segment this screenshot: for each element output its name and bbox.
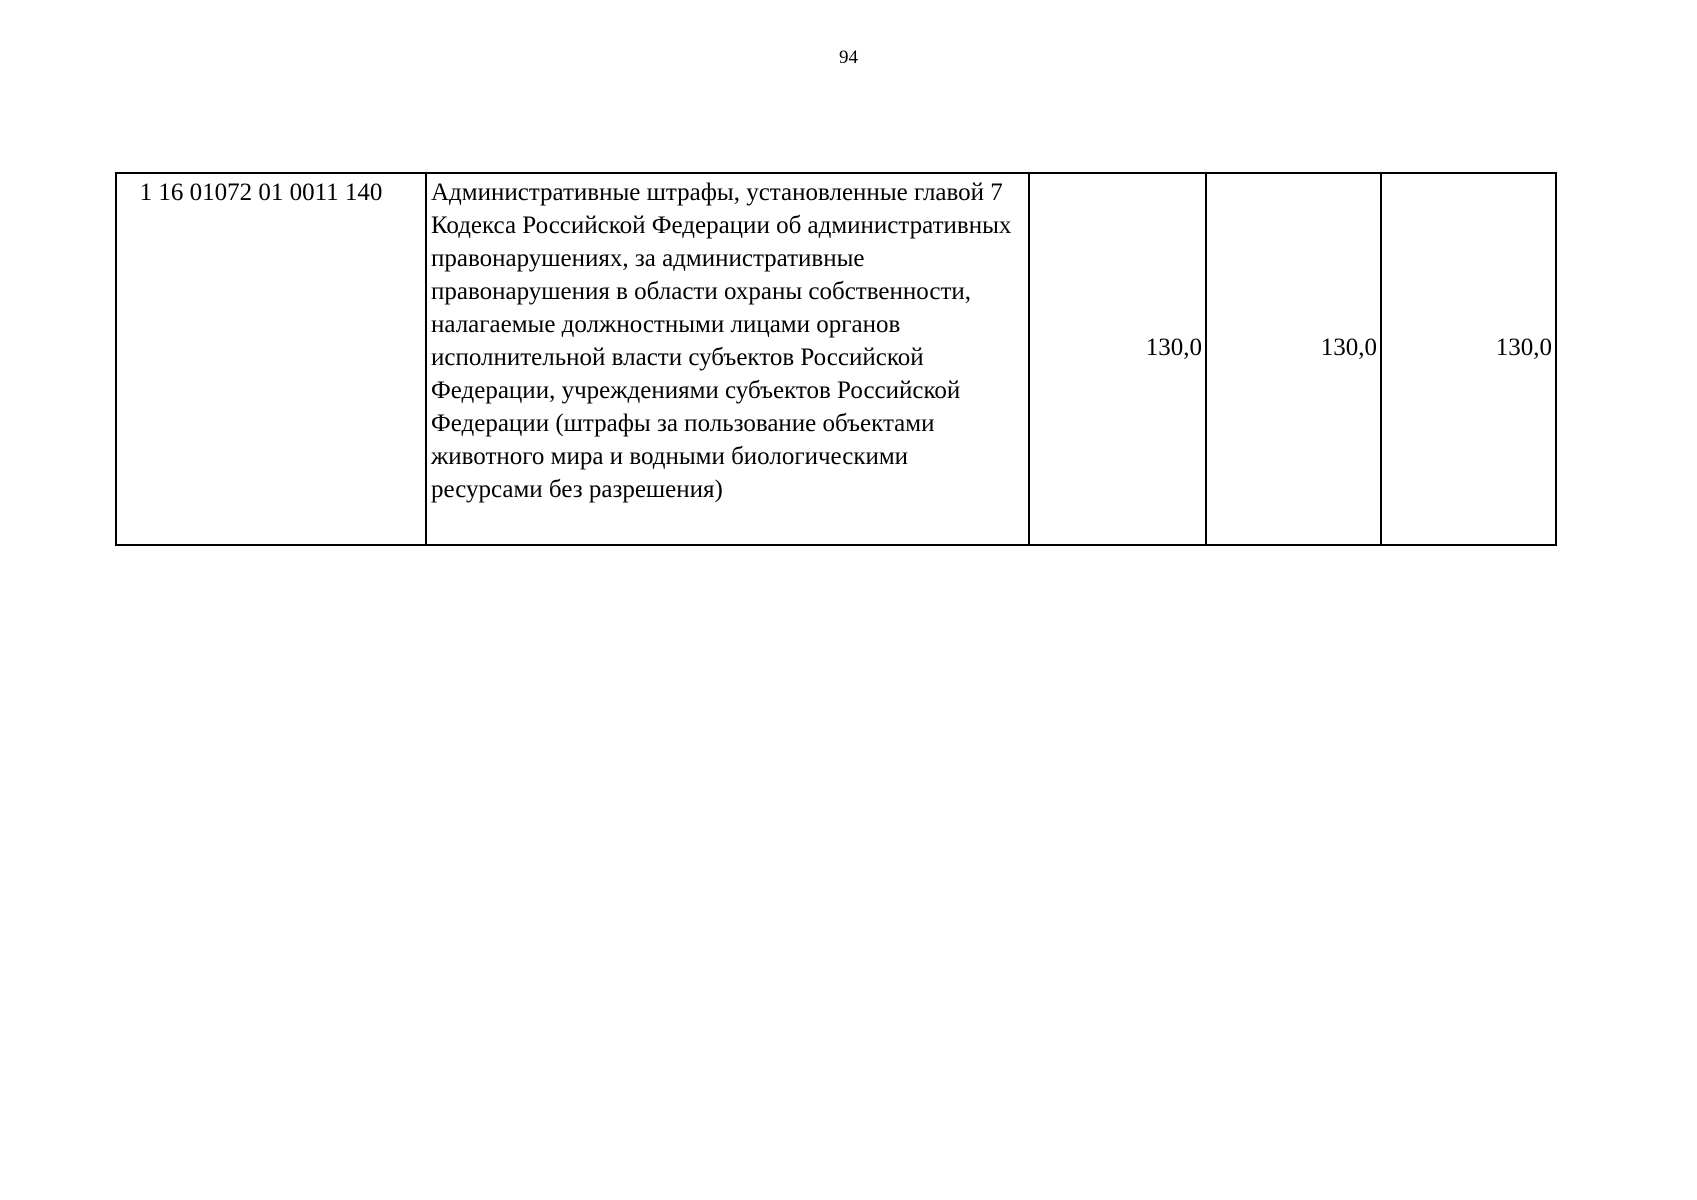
value-3: 130,0 — [1495, 333, 1552, 361]
value-cell-2 — [1206, 173, 1381, 545]
classification-code: 1 16 01072 01 0011 140 — [139, 179, 383, 206]
value-cell-1 — [1029, 173, 1206, 545]
page-number: 94 — [839, 47, 858, 68]
value-2: 130,0 — [1320, 333, 1377, 361]
budget-table — [115, 172, 1557, 546]
value-cell-3 — [1381, 173, 1556, 545]
revenue-description-cell: Административные штрафы, установленные главой 7 Кодекса Российской Федерации об административных правонарушениях, за административные правонарушения в области охраны собственности, налагаемые должностными лицами органов исполнительной власти субъектов Российской Федерации, учреждениями субъектов Российской Федерации (штрафы за пользование объектами животного мира и водными биологическими ресурсами без разрешения) — [426, 173, 1029, 545]
table-row — [116, 173, 1556, 545]
value-1: 130,0 — [1145, 333, 1202, 361]
classification-code-cell — [116, 173, 426, 545]
